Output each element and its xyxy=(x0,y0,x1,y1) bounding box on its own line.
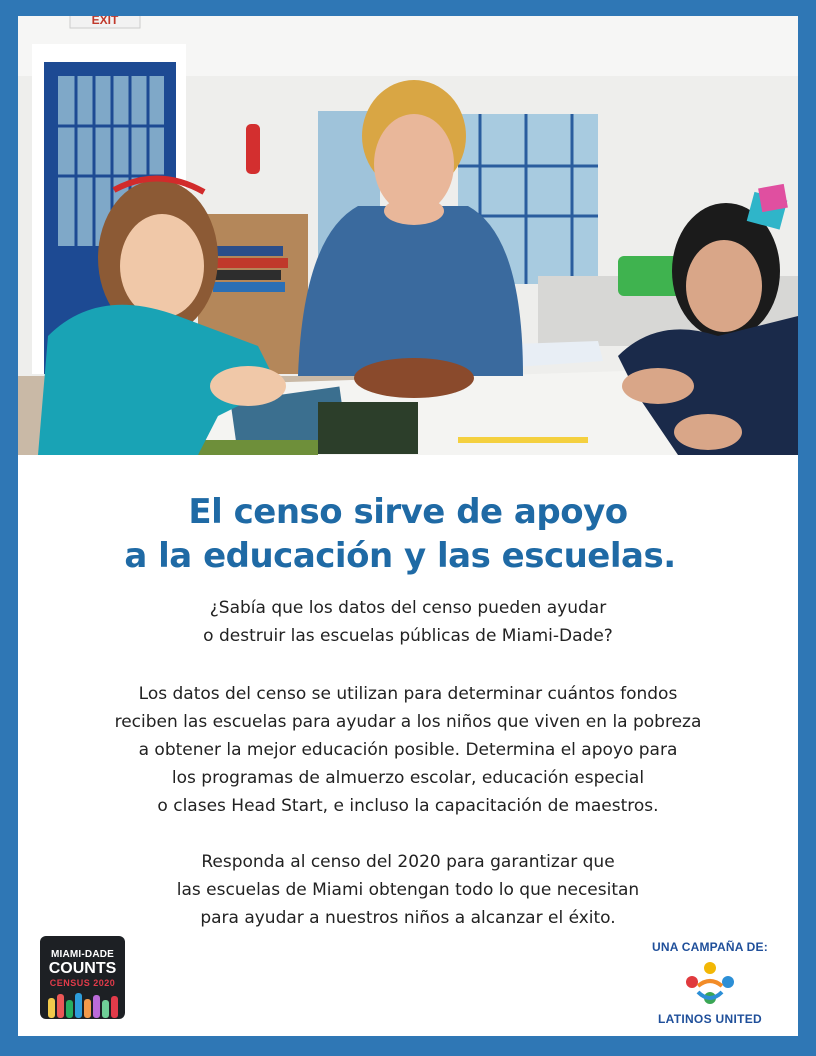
paragraph-line: para ayudar a nuestros niños a alcanzar el éxito. xyxy=(200,908,616,928)
latinos-united-name: LATINOS UNITED xyxy=(658,1012,762,1026)
flyer-page xyxy=(18,16,798,1036)
campaign-label: UNA CAMPAÑA DE: xyxy=(652,940,768,954)
paragraph-line: reciben las escuelas para ayudar a los niños que viven en la pobreza xyxy=(114,712,702,732)
latinos-united-logo-icon xyxy=(682,960,738,1010)
miami-dade-counts-logo xyxy=(40,936,125,1019)
funding-paragraph xyxy=(18,680,798,820)
paragraph-line: los programas de almuerzo escolar, educación especial xyxy=(171,768,645,788)
raised-hands-icon xyxy=(46,990,120,1018)
headline-line-1: El censo sirve de apoyo xyxy=(188,492,628,532)
paragraph-line: las escuelas de Miami obtengan todo lo que necesitan xyxy=(176,880,640,900)
logo-text-census: CENSUS 2020 xyxy=(49,978,116,988)
paragraph-line: o destruir las escuelas públicas de Miami-Dade? xyxy=(203,626,613,646)
exit-sign: EXIT xyxy=(91,16,119,27)
logo-text-counts: COUNTS xyxy=(48,960,117,977)
call-to-action-paragraph xyxy=(18,848,798,932)
intro-paragraph xyxy=(18,594,798,650)
paragraph-line: o clases Head Start, e incluso la capacitación de maestros. xyxy=(157,796,659,816)
paragraph-line: a obtener la mejor educación posible. Determina el apoyo para xyxy=(138,740,678,760)
headline-line-2: a la educación y las escuelas. xyxy=(124,536,676,576)
paragraph-line: ¿Sabía que los datos del censo pueden ayudar xyxy=(209,598,607,618)
logo-text-miami-dade: MIAMI-DADE xyxy=(50,949,115,960)
paragraph-line: Los datos del censo se utilizan para determinar cuántos fondos xyxy=(138,684,678,704)
paragraph-line: Responda al censo del 2020 para garantizar que xyxy=(201,852,615,872)
classroom-photo xyxy=(18,16,798,455)
